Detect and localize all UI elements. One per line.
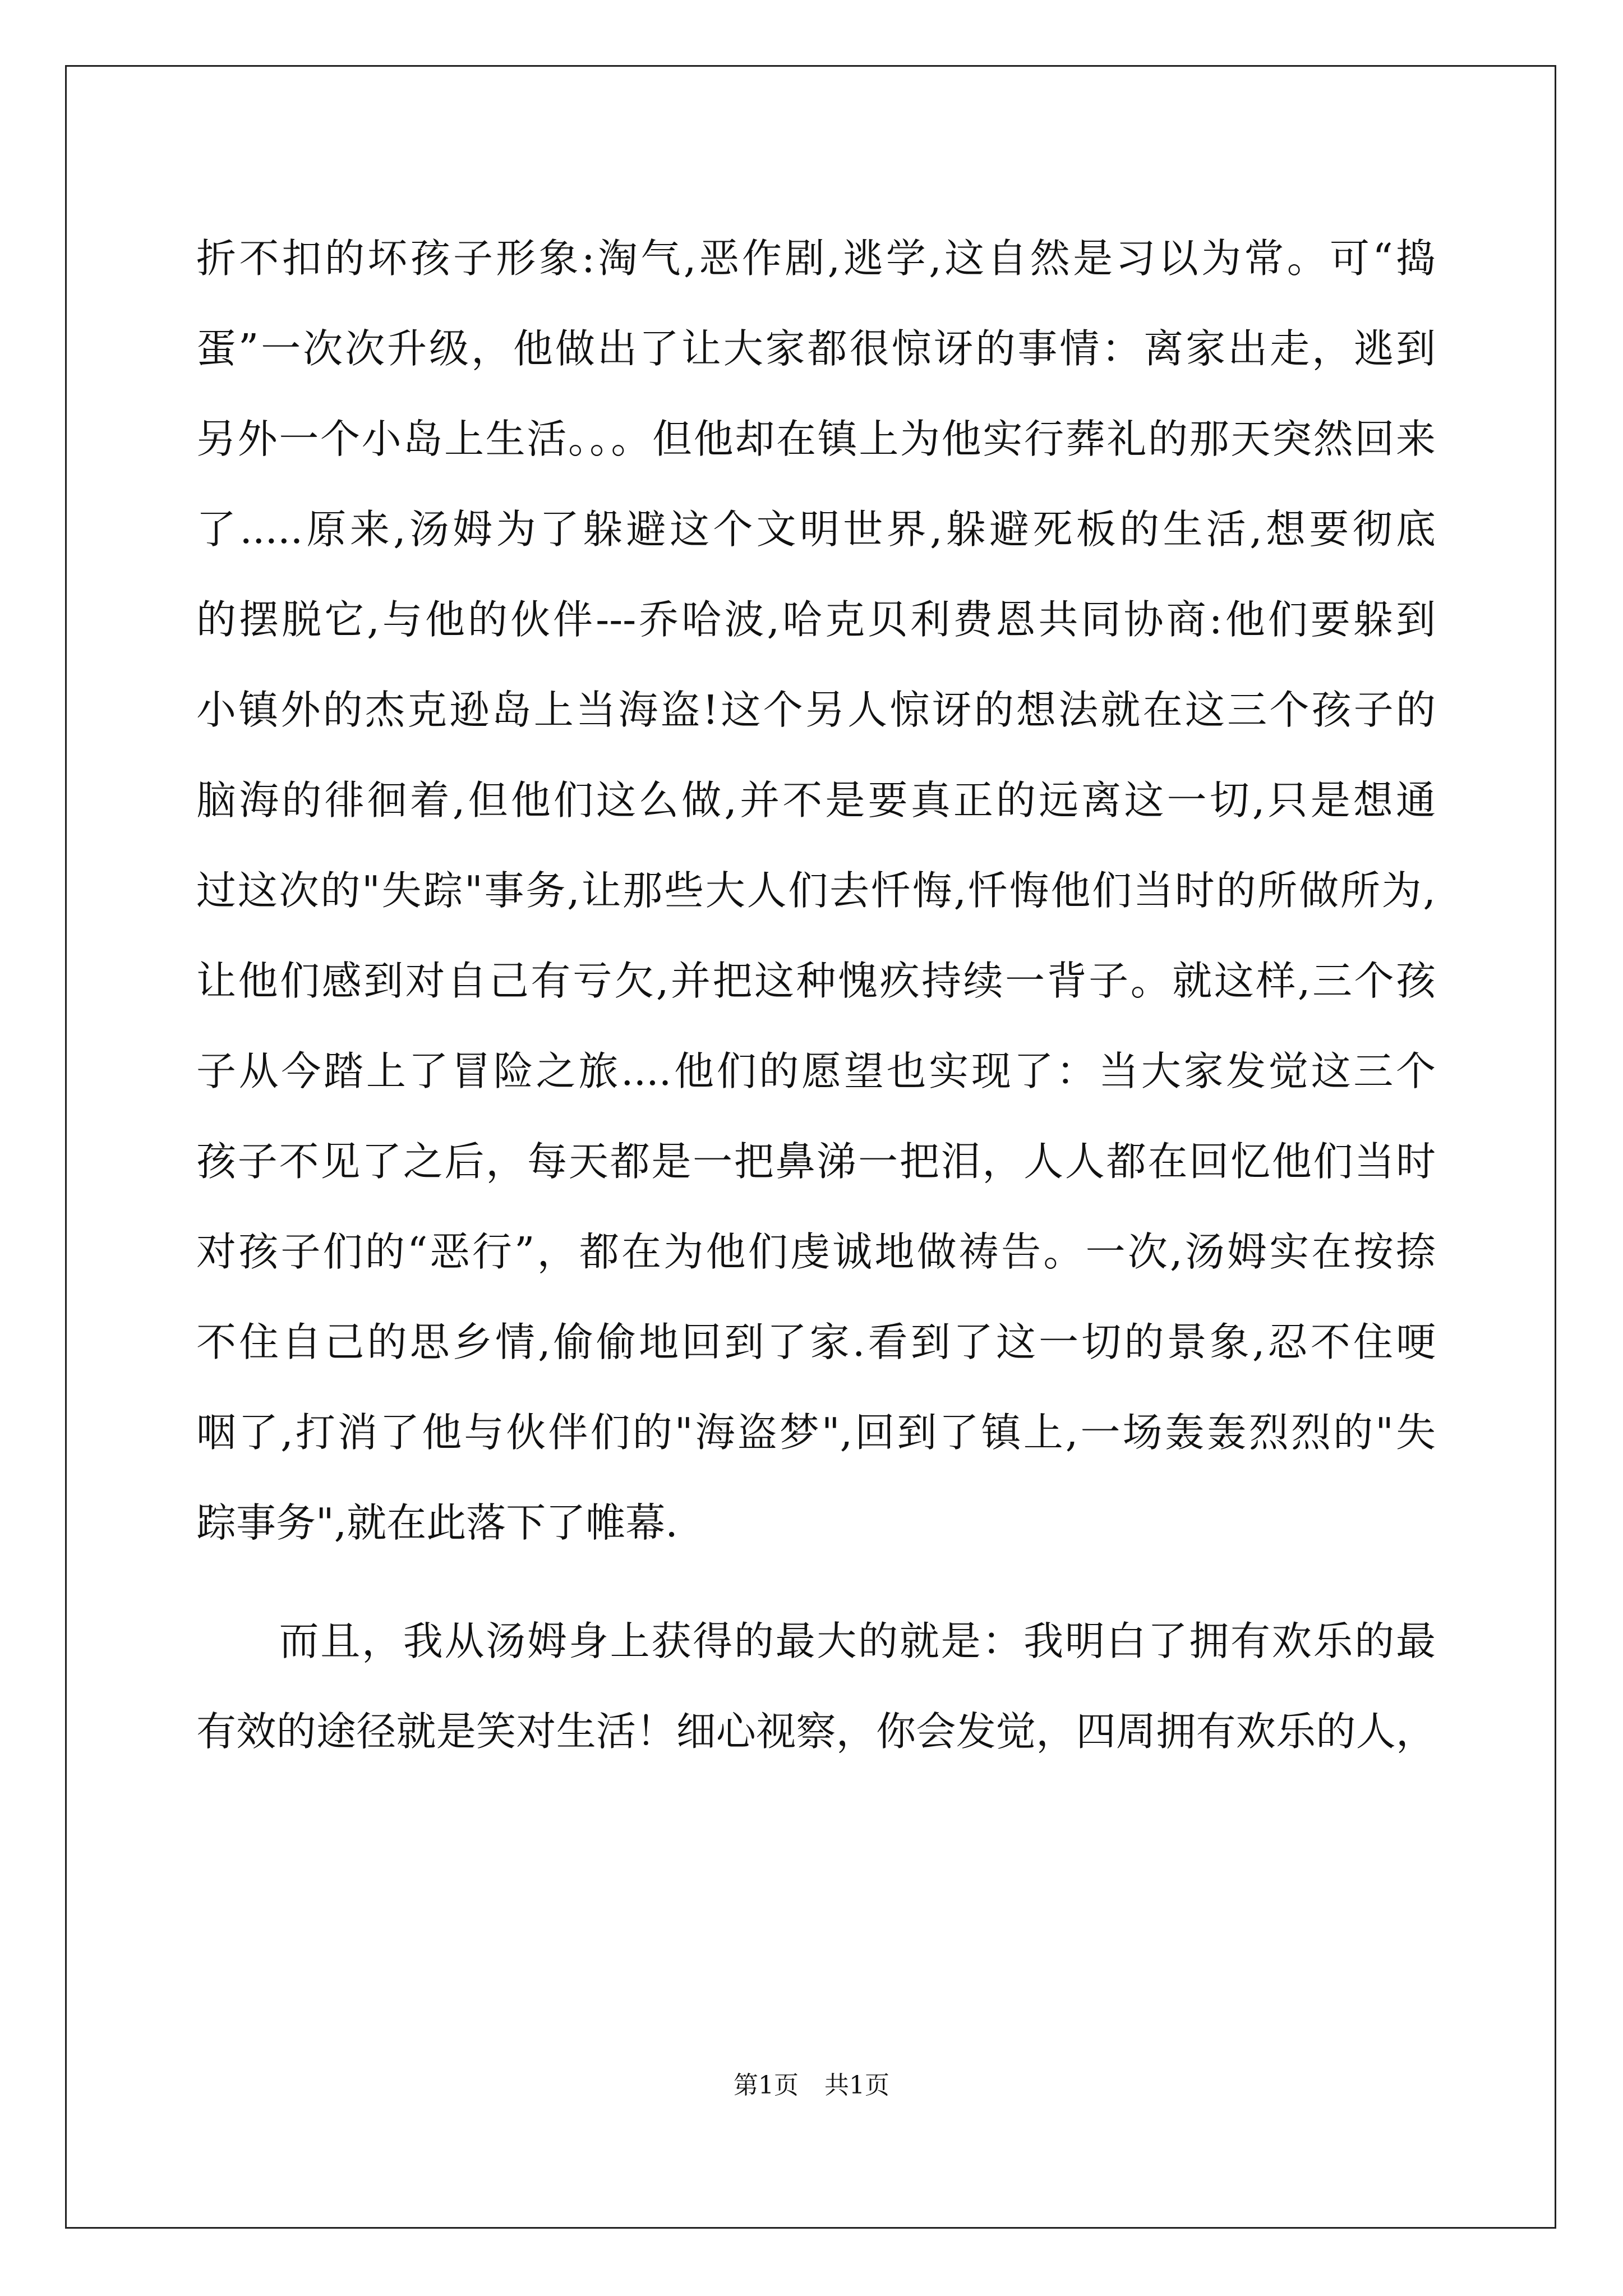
- text-line: 折不扣的坏孩子形象:淘气,恶作剧,逃学,这自然是习以为常。可“捣: [196, 235, 1436, 282]
- text-line: 另外一个小岛上生活。。。但他却在镇上为他实行葬礼的那天突然回来: [196, 416, 1436, 462]
- text-line: 不住自己的思乡情,偷偷地回到了家.看到了这一切的景象,忍不住哽: [196, 1319, 1436, 1365]
- text-line: 而且，我从汤姆身上获得的最大的就是：我明白了拥有欢乐的最: [196, 1618, 1436, 1664]
- document-body: [196, 213, 1436, 1777]
- text-line: 脑海的徘徊着,但他们这么做,并不是要真正的远离这一切,只是想通: [196, 777, 1436, 823]
- text-line: 咽了,打消了他与伙伴们的"海盗梦",回到了镇上,一场轰轰烈烈的"失: [196, 1409, 1436, 1456]
- text-line: 有效的途径就是笑对生活！细心视察，你会发觉，四周拥有欢乐的人，: [196, 1708, 1436, 1755]
- text-line: 小镇外的杰克逊岛上当海盗!这个另人惊讶的想法就在这三个孩子的: [196, 687, 1436, 733]
- text-line: 对孩子们的“恶行”，都在为他们虔诚地做祷告。一次,汤姆实在按捺: [196, 1228, 1436, 1275]
- text-line: 孩子不见了之后，每天都是一把鼻涕一把泪，人人都在回忆他们当时: [196, 1138, 1436, 1185]
- text-line: 子从今踏上了冒险之旅....他们的愿望也实现了：当大家发觉这三个: [196, 1048, 1436, 1094]
- page-total: 共1页: [824, 2071, 889, 2100]
- text-line: 让他们感到对自己有亏欠,并把这种愧疚持续一背子。就这样,三个孩: [196, 958, 1436, 1004]
- text-line: 踪事务",就在此落下了帷幕.: [196, 1499, 678, 1546]
- page-number: 第1页: [734, 2071, 799, 2100]
- text-line: 过这次的"失踪"事务,让那些大人们去忏悔,忏悔他们当时的所做所为,: [196, 867, 1436, 914]
- text-line: 了.....原来,汤姆为了躲避这个文明世界,躲避死板的生活,想要彻底: [196, 506, 1436, 553]
- text-line: 蛋”一次次升级，他做出了让大家都很惊讶的事情：离家出走，逃到: [196, 325, 1436, 372]
- text-line: 的摆脱它,与他的伙伴---乔哈波,哈克贝利费恩共同协商:他们要躲到: [196, 596, 1436, 643]
- page-footer: [0, 2069, 1623, 2102]
